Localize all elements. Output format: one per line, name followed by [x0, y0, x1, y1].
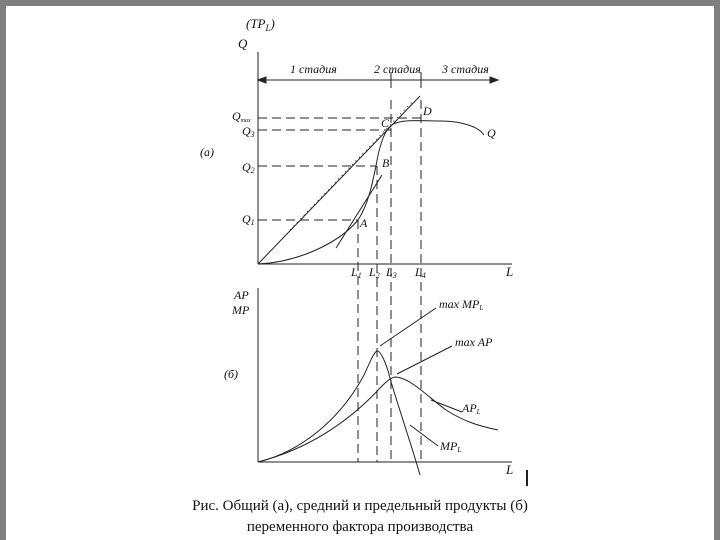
figure-caption — [0, 496, 720, 538]
mp-leader — [410, 425, 438, 446]
point-a-label: A — [360, 216, 368, 230]
caption-line-2: переменного фактора производства — [246, 519, 474, 535]
q3-label: Q3 — [242, 124, 255, 139]
stage-3-label: 3 стадия — [442, 62, 489, 76]
max-mp-label: max MPL — [439, 297, 484, 312]
max-ap-leader — [397, 346, 452, 374]
l4-label: L4 — [415, 265, 426, 280]
stage-arrow-right — [490, 77, 498, 83]
max-ap-label: max AP — [455, 335, 493, 349]
ray-from-origin — [258, 96, 420, 264]
caption-line-1: Рис. Общий (а), средний и предельный продукты (б) — [192, 498, 528, 514]
panel-a-x-label: L — [506, 264, 514, 279]
point-c-label: C — [381, 116, 390, 130]
ap-curve-label: APL — [462, 401, 481, 416]
point-b-label: B — [382, 156, 390, 170]
stage-arrow-left — [258, 77, 266, 83]
q-max-label: Qmax — [232, 109, 251, 124]
tangent-at-a — [336, 175, 382, 248]
panel-a-tag: (а) — [200, 145, 214, 159]
q2-label: Q2 — [242, 160, 255, 175]
panel-b-x-label: L — [506, 462, 514, 477]
max-mp-leader — [380, 308, 436, 346]
panel-a-title: $(TP_L)$ — [246, 16, 275, 33]
marginal-product-curve — [258, 351, 420, 475]
mp-curve-label: MPL — [440, 439, 462, 454]
point-d-label: D — [423, 104, 432, 118]
l1-label: L1 — [351, 265, 362, 280]
panel-b-y-label-ap: AP — [234, 288, 249, 302]
panel-b-y-label-mp: MP — [232, 303, 250, 317]
panel-a-y-label: Q — [238, 36, 248, 51]
curve-q-label: Q — [487, 126, 496, 140]
stage-1-label: 1 стадия — [290, 62, 337, 76]
panel-b-tag: (б) — [224, 367, 239, 381]
average-product-curve — [258, 377, 498, 462]
stage-2-label: 2 стадия — [374, 62, 421, 76]
l2-label: L2 — [369, 265, 380, 280]
l3-label: L3 — [386, 265, 397, 280]
q1-label: Q1 — [242, 212, 255, 227]
